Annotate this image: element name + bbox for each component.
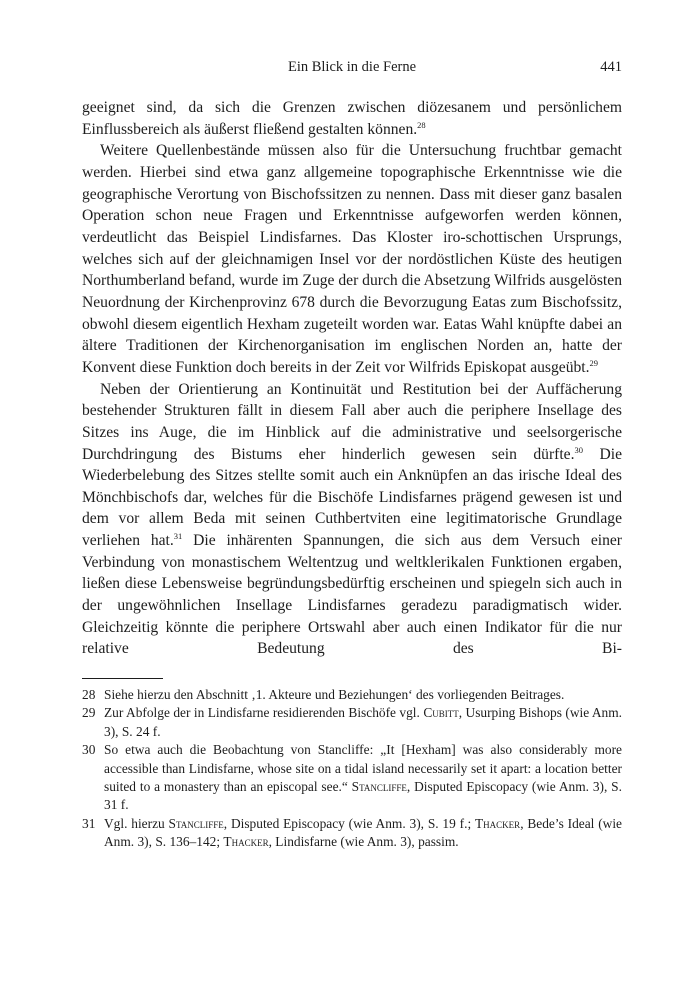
footnote-ref-29[interactable]: 29 bbox=[589, 357, 599, 368]
paragraph-2 bbox=[82, 140, 622, 378]
footnote-number: 28 bbox=[82, 687, 96, 702]
running-header bbox=[82, 59, 622, 79]
footnote-number: 29 bbox=[82, 705, 96, 721]
page-number: 441 bbox=[600, 59, 622, 75]
paragraph-1 bbox=[82, 97, 622, 140]
main-text bbox=[82, 97, 622, 660]
footnote-author: Thacker bbox=[475, 815, 521, 831]
footnote-text: , Bede’s Ideal (wie Anm. 3), S. 136–142; bbox=[104, 815, 623, 850]
footnote-ref-30[interactable]: 30 bbox=[574, 444, 583, 455]
footnote-text: So etwa auch die Beobachtung von Stancliffe: „It [Hexham] was also considerably more accessible than Lindisfarne, whose site on a tidal island necessarily set it apart: a location better suited to a monastery than an episcopal see.“ bbox=[104, 742, 622, 795]
footnote-text: , Disputed Episcopacy (wie Anm. 3), S. 19 f.; bbox=[223, 815, 475, 831]
footnote-number: 30 bbox=[82, 742, 96, 758]
paragraph-3 bbox=[82, 379, 622, 661]
footnote-30 bbox=[82, 741, 622, 815]
footnote-text: , Lindisfarne (wie Anm. 3), passim. bbox=[268, 834, 459, 850]
footnote-author: Stancliffe bbox=[351, 779, 407, 795]
footnote-text: Siehe hierzu den Abschnitt ‚1. Akteure und Beziehungen‘ des vorliegenden Beitrages. bbox=[104, 687, 565, 702]
footnote-author: Thacker bbox=[223, 834, 269, 850]
footnote-number: 31 bbox=[82, 815, 96, 831]
footnote-text: , Usurping Bishops (wie Anm. 3), S. 24 f. bbox=[104, 705, 622, 739]
footnote-text: Vgl. hierzu bbox=[104, 815, 169, 831]
paragraph-1-text: geeignet sind, da sich die Grenzen zwischen diözesanem und persönlichem Einflussbereich als äußerst fließend gestalten können. bbox=[82, 99, 622, 138]
footnote-28 bbox=[82, 686, 622, 704]
footnote-separator bbox=[82, 678, 163, 679]
footnote-text: , Disputed Episcopacy (wie Anm. 3), S. 31 f. bbox=[104, 779, 622, 813]
footnote-ref-28[interactable]: 28 bbox=[417, 119, 426, 130]
footnote-author: Stancliffe bbox=[168, 815, 224, 831]
footnote-29 bbox=[82, 704, 622, 741]
paragraph-3-text-c: Die inhärenten Spannungen, die sich aus dem Versuch einer Verbindung von monastischem Weltentzug und weltklerikalen Funktionen ergaben, ließen diese Lebensweise begründungsbedürftig erscheinen und spiegeln sich auch in der ungewöhnlichen Insellage Lindisfarnes geradezu paradigmatisch wider. Gleichzeitig könnte die periphere Ortswahl aber auch einen Indikator für die nur relative Bedeutung des Bi- bbox=[82, 532, 622, 658]
paragraph-3-text-a: Neben der Orientierung an Kontinuität und Restitution bei der Auffächerung bestehender Strukturen fällt in diesem Fall aber auch die periphere Insellage des Sitzes ins Auge, die im Hinblick auf die administrative und seelsorgerische Durchdringung des Bistums eher hinderlich gewesen sein dürfte. bbox=[82, 380, 622, 463]
footnote-31 bbox=[82, 815, 622, 852]
footnotes bbox=[82, 686, 622, 852]
footnote-author: Cubitt bbox=[423, 705, 459, 721]
footnote-ref-31[interactable]: 31 bbox=[173, 531, 183, 542]
footnote-text: Zur Abfolge der in Lindisfarne residierenden Bischöfe vgl. bbox=[104, 705, 424, 721]
paragraph-2-text: Weitere Quellenbestände müssen also für die Untersuchung fruchtbar gemacht werden. Hierbei sind etwa ganz allgemeine topographische Erkenntnisse wie die geographische Verortung von Bischofssitzen zu nennen. Dass mit dieser ganz basalen Operation schon neue Fragen und Erkenntnisse aufgeworfen werden können, verdeutlicht das Beispiel Lindisfarnes. Das Kloster iro-schottischen Ursprungs, welches sich auf der gleichnamigen Insel vor der nordöstlichen Küste des heutigen Northumberland befand, wurde im Zuge der durch die Absetzung Wilfrids ausgelösten Neuordnung der Kirchenprovinz 678 durch die Bevorzugung Eatas zum Bischofssitz, obwohl diesem eigentlich Hexham zugeteilt worden war. Eatas Wahl knüpfte dabei an ältere Traditionen der Kirchenorganisation im englischen Norden an, hatte der Konvent diese Funktion doch bereits in der Zeit vor Wilfrids Episkopat ausgeübt. bbox=[82, 142, 622, 376]
paragraph-3-text-b: Die Wiederbelebung des Sitzes stellte somit auch ein Anknüpfen an das irische Ideal des Mönchbischofs dar, welches für die Bischöfe Lindisfarnes prägend gewesen ist und dem vor allem Beda mit seinen Cuthbertviten eine legitimatorische Grundlage verliehen hat. bbox=[82, 445, 622, 550]
running-title: Ein Blick in die Ferne bbox=[287, 59, 417, 75]
